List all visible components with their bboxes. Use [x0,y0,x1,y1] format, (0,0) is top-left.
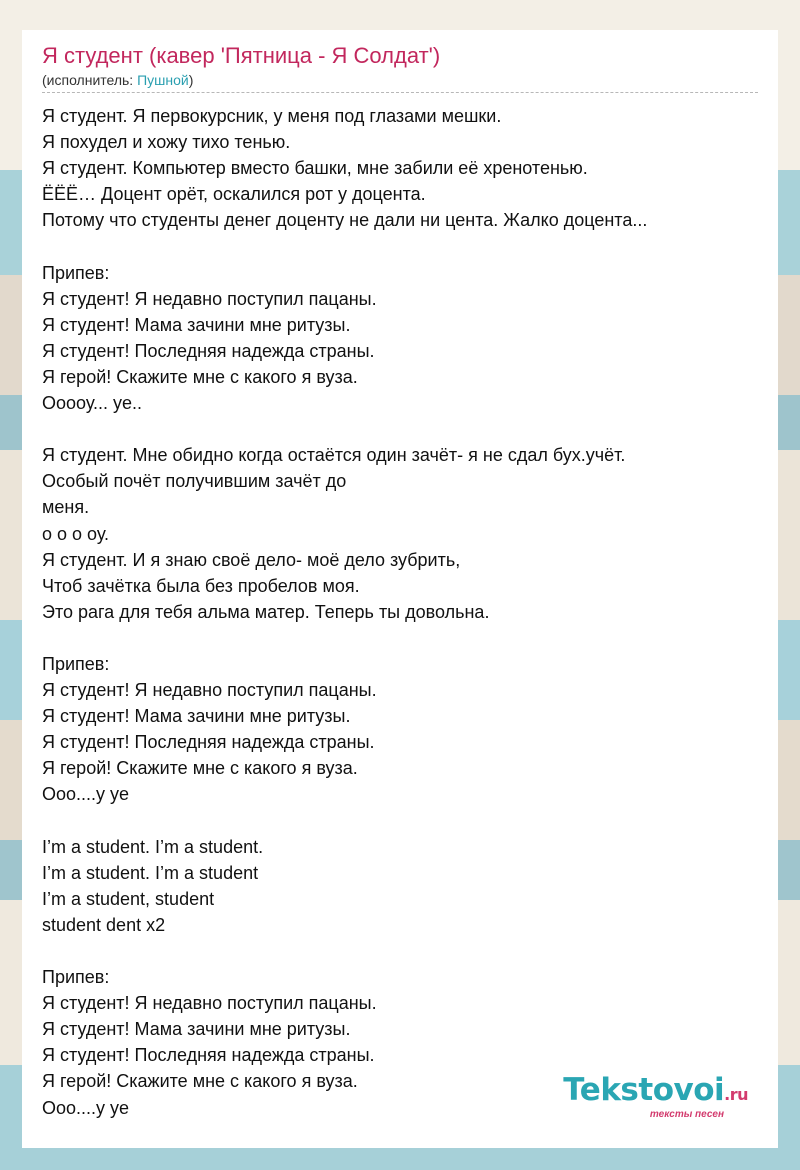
lyric-line: Припев: [42,653,110,674]
logo-domain: .ru [724,1085,748,1104]
lyric-line: Я похудел и хожу тихо тенью. [42,132,291,153]
lyric-line: Я студент! Последняя надежда страны. [42,732,375,753]
lyric-line: ЁЁЁ… Доцент орёт, оскалился рот у доцента. [42,184,426,205]
lyric-line: student dent x2 [42,914,166,935]
lyric-line [42,938,758,964]
lyric-line: Я герой! Скажите мне с какого я вуза. [42,1071,358,1092]
lyric-line: Я студент! Последняя надежда страны. [42,340,375,361]
lyric-line: Припев: [42,967,110,988]
lyric-line: Я студент! Мама зачини мне ритузы. [42,314,351,335]
lyric-line: Я студент. Мне обидно когда остаётся один зачёт- я не сдал бух.учёт. [42,445,626,466]
lyric-line: Я студент. Компьютер вместо башки, мне забили её хренотенью. [42,158,588,179]
lyrics-body [42,103,758,1121]
performer-link[interactable]: Пушной [137,72,189,88]
lyric-line: Особый почёт получившим зачёт до [42,471,347,492]
lyric-line: Это рага для тебя альма матер. Теперь ты довольна. [42,601,490,622]
lyric-line: Потому что студенты денег доценту не дали ни цента. Жалко доцента... [42,210,648,231]
lyric-line: о о о оу. [42,523,110,544]
lyric-line: Ооооу... ye.. [42,393,143,414]
lyric-line [42,808,758,834]
lyric-line: Я студент! Последняя надежда страны. [42,1045,375,1066]
lyric-line: I’m a student. I’m a student. [42,836,264,857]
lyric-line: Я студент! Я недавно поступил пацаны. [42,993,377,1014]
lyric-line: Ооо....у ye [42,1097,130,1118]
performer-suffix: ) [188,72,194,88]
performer-prefix: (исполнитель: [42,72,138,88]
lyric-line: Ооо....у ye [42,784,130,805]
lyric-line: Я студент! Мама зачини мне ритузы. [42,706,351,727]
logo-wordmark [563,1074,748,1111]
lyric-line: Я студент. Я первокурсник, у меня под глазами мешки. [42,106,502,126]
lyric-line: I’m a student, student [42,888,215,909]
lyric-line [42,416,758,442]
lyric-line: I’m a student. I’m a student [42,862,259,883]
logo-tagline: тексты песен [649,1109,724,1120]
site-logo[interactable] [563,1074,748,1120]
song-title: Я студент (кавер 'Пятница - Я Солдат') [42,43,441,68]
lyric-line: Я студент! Я недавно поступил пацаны. [42,288,377,309]
lyric-line: Я студент! Я недавно поступил пацаны. [42,680,377,701]
lyric-line [42,625,758,651]
lyric-line: Я герой! Скажите мне с какого я вуза. [42,366,358,387]
lyrics-card [22,30,778,1148]
lyric-line: меня. [42,497,90,518]
lyric-line [42,233,758,259]
lyric-line: Я герой! Скажите мне с какого я вуза. [42,758,358,779]
lyric-line: Припев: [42,262,110,283]
lyric-line: Чтоб зачётка была без пробелов моя. [42,575,360,596]
performer-line [42,70,758,93]
lyric-line: Я студент. И я знаю своё дело- моё дело зубрить, [42,549,461,570]
lyric-line: Я студент! Мама зачини мне ритузы. [42,1019,351,1040]
logo-main-text: Tekstovoi [563,1072,725,1108]
